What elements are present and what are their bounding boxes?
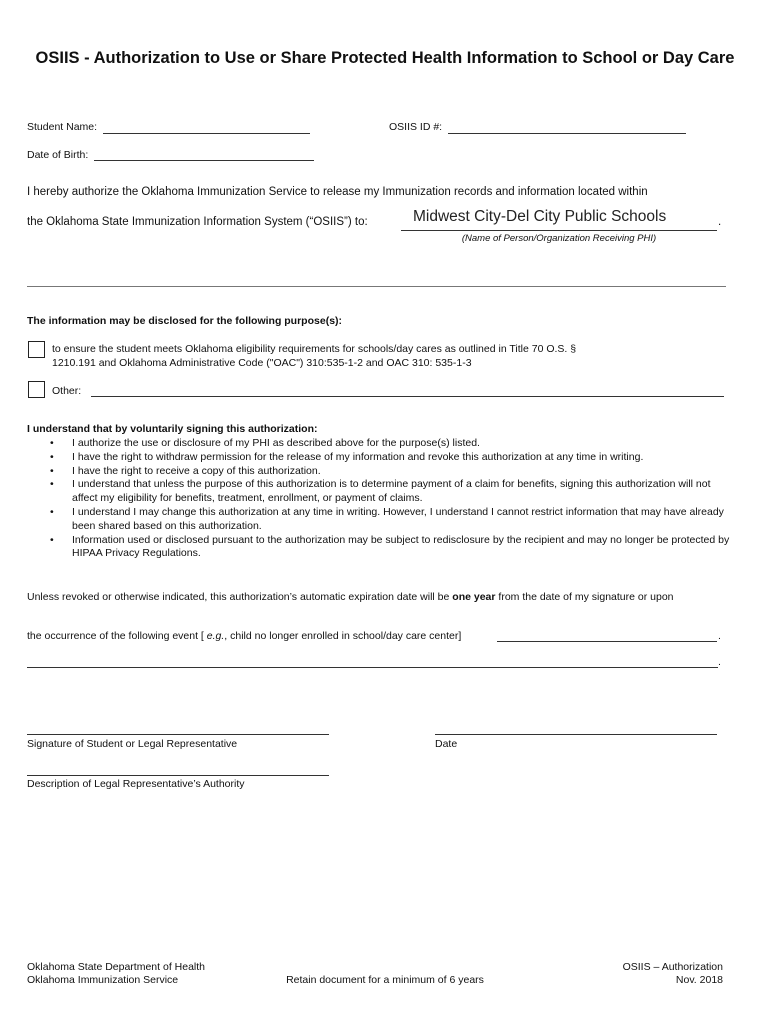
expiration-line-2: the occurrence of the following event [ e.g., child no longer enrolled in school/day care center]: [27, 630, 462, 642]
purpose-eligibility-line-1: to ensure the student meets Oklahoma eligibility requirements for schools/day cares as outlined in Title 70 O.S. §: [52, 343, 577, 355]
date-label: Date: [435, 738, 458, 750]
bullet-icon: •: [50, 478, 54, 491]
footer-form-name: OSIIS – Authorization: [622, 961, 723, 973]
recipient-caption: (Name of Person/Organization Receiving PHI): [461, 233, 657, 244]
osiis-id-label: OSIIS ID #:: [389, 121, 443, 133]
list-item: • I have the right to receive a copy of this authorization.: [50, 464, 321, 477]
expiration-line-1: Unless revoked or otherwise indicated, this authorization’s automatic expiration date will be one year from the date of my signature or upon: [27, 591, 674, 603]
authorization-line-1: I hereby authorize the Oklahoma Immunization Service to release my Immunization records and information located within: [27, 186, 648, 198]
footer-department: Oklahoma State Department of Health: [27, 961, 206, 973]
purpose-other-field[interactable]: [91, 396, 724, 397]
footer-form-date: Nov. 2018: [675, 974, 723, 986]
purpose-eligibility-line-2: 1210.191 and Oklahoma Administrative Code ("OAC") 310:535-1-2 and OAC 310: 535-1-3: [52, 357, 472, 369]
bullet-icon: •: [50, 505, 54, 518]
section-divider: [27, 286, 726, 287]
student-name-label: Student Name:: [27, 121, 98, 133]
expiration-term: one year: [452, 591, 496, 603]
footer-left: [27, 961, 205, 987]
osiis-id-field[interactable]: [448, 133, 686, 134]
list-item: • I have the right to withdraw permission for the release of my information and revoke this authorization at any time in writing.: [50, 450, 644, 463]
list-item: • I authorize the use or disclosure of my PHI as described above for the purpose(s) listed.: [50, 437, 480, 449]
purpose-eligibility-checkbox[interactable]: [28, 341, 45, 358]
bullet-icon: •: [50, 437, 54, 449]
understanding-heading: I understand that by voluntarily signing this authorization:: [27, 423, 318, 435]
purpose-other-label: Other:: [52, 385, 82, 397]
authority-label: Description of Legal Representative’s Authority: [27, 778, 245, 790]
authority-line[interactable]: [27, 775, 329, 776]
footer-service: Oklahoma Immunization Service: [27, 974, 179, 986]
footer-right: [520, 961, 723, 987]
date-line[interactable]: [435, 734, 717, 735]
list-item: • I understand that unless the purpose of this authorization is to determine payment of a claim for benefits, signing this authorization will not affect my eligibility for benefits, treatment, enrollment, or payment of claims.: [50, 478, 711, 505]
signature-line[interactable]: [27, 734, 329, 735]
authorization-line-2: the Oklahoma State Immunization Information System (“OSIIS”) to:: [27, 216, 368, 228]
page-title: OSIIS - Authorization to Use or Share Protected Health Information to School or Day Care: [35, 49, 735, 67]
footer-retention: Retain document for a minimum of 6 years: [286, 974, 484, 986]
bullet-icon: •: [50, 450, 54, 463]
expiration-period-1: .: [718, 630, 721, 642]
dob-field[interactable]: [94, 160, 314, 161]
student-name-field[interactable]: [103, 133, 310, 134]
recipient-field[interactable]: [401, 230, 717, 231]
understanding-list: [50, 437, 730, 561]
expiration-period-2: .: [718, 656, 721, 668]
list-item: • I understand I may change this authorization at any time in writing. However, I understand I cannot restrict information that may have already been shared based on this authorization.: [50, 505, 724, 532]
recipient-period: .: [718, 216, 722, 228]
purposes-heading: The information may be disclosed for the following purpose(s):: [27, 315, 343, 327]
list-item: • Information used or disclosed pursuant to the authorization may be subject to redisclosure by the recipient and may no longer be protected by HIPAA Privacy Regulations.: [50, 533, 730, 560]
expiration-event-field-2[interactable]: [27, 667, 718, 668]
recipient-value[interactable]: Midwest City-Del City Public Schools: [413, 208, 667, 225]
expiration-event-field[interactable]: [497, 641, 717, 642]
bullet-icon: •: [50, 533, 54, 546]
purpose-other-checkbox[interactable]: [28, 381, 45, 398]
signature-label: Signature of Student or Legal Representative: [27, 738, 238, 750]
dob-label: Date of Birth:: [27, 149, 89, 161]
bullet-icon: •: [50, 464, 54, 477]
